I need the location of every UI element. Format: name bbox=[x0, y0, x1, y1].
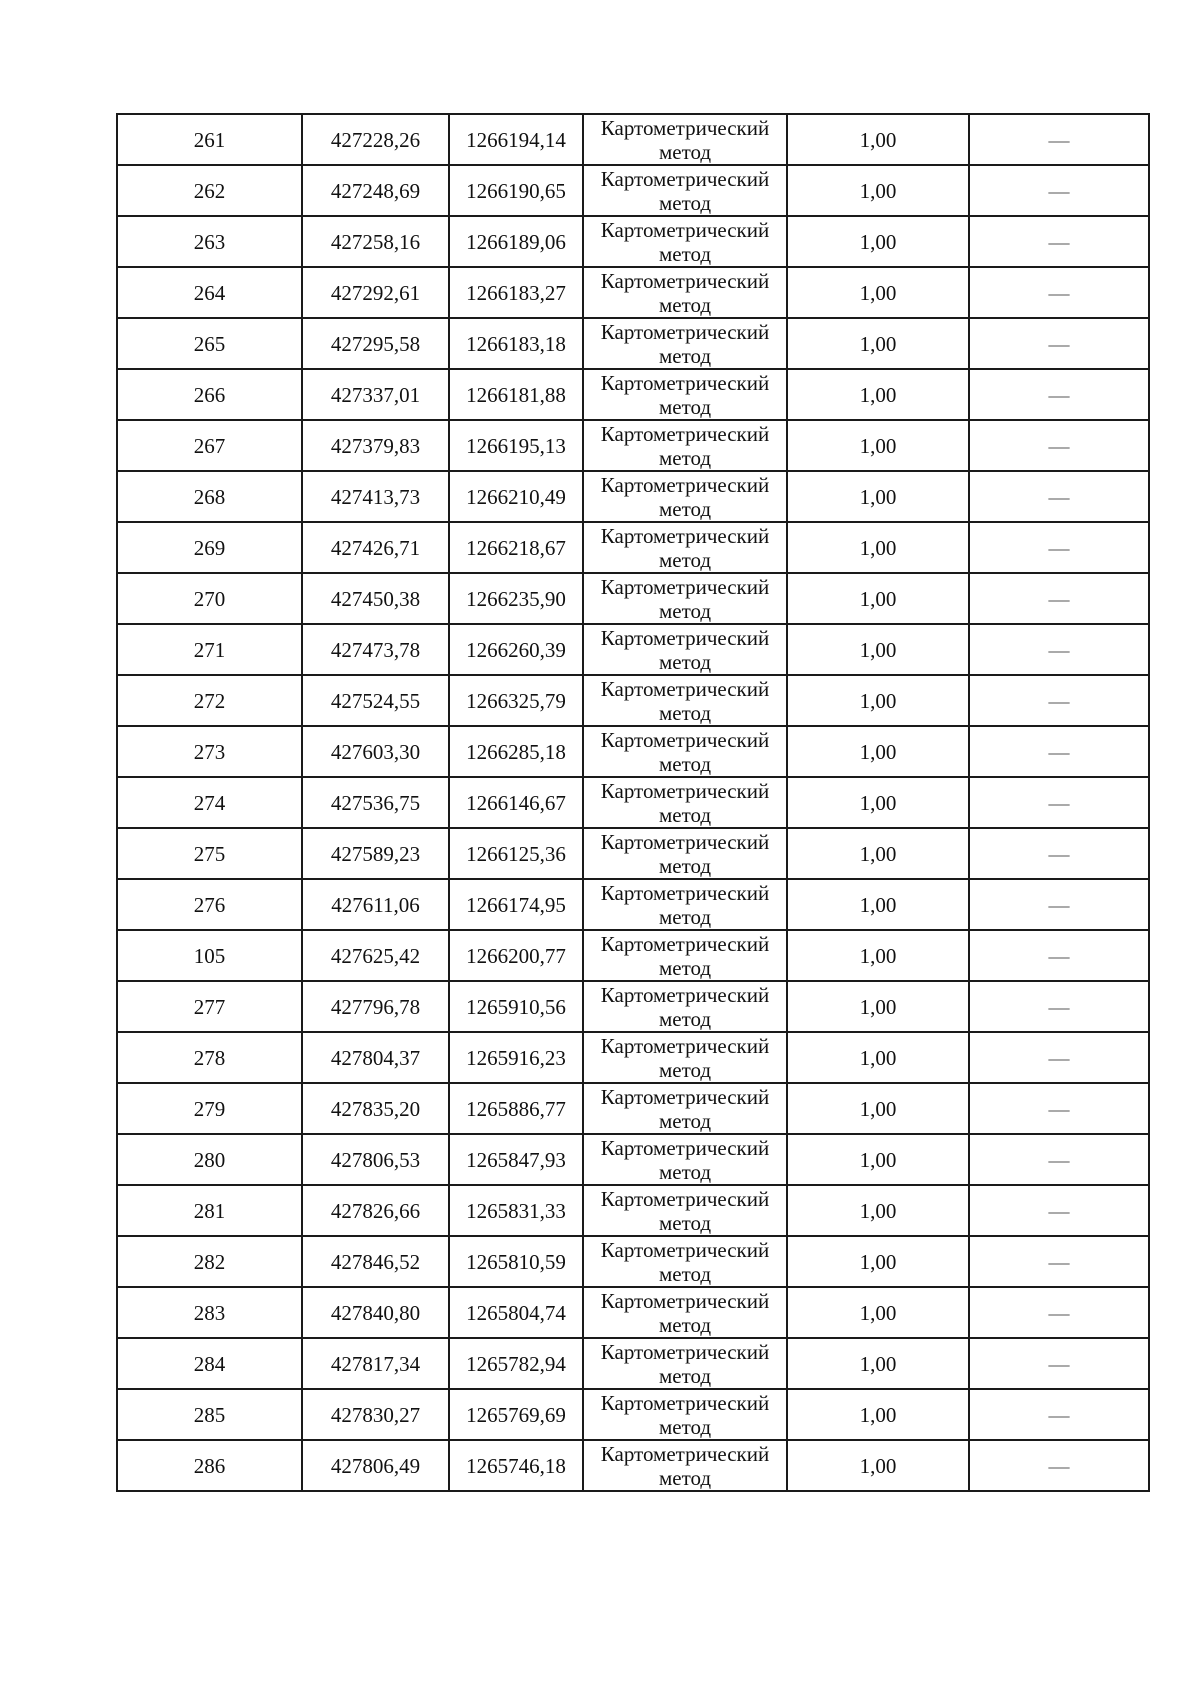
method-cell bbox=[583, 1440, 787, 1491]
note-dash: — bbox=[1048, 127, 1070, 152]
y-coordinate-cell: 1266183,27 bbox=[449, 267, 583, 318]
table-row bbox=[117, 318, 1149, 369]
method-text-line2: метод bbox=[658, 1312, 712, 1337]
y-coordinate-cell: 1266189,06 bbox=[449, 216, 583, 267]
method-cell bbox=[583, 726, 787, 777]
method-text-line1: Картометрический bbox=[600, 370, 770, 395]
point-number-cell: 280 bbox=[117, 1134, 302, 1185]
x-coordinate-cell: 427804,37 bbox=[302, 1032, 449, 1083]
method-text-line2: метод bbox=[658, 496, 712, 521]
method-text-line1: Картометрический bbox=[600, 1135, 770, 1160]
method-text-line1: Картометрический bbox=[600, 880, 770, 905]
method-cell bbox=[583, 828, 787, 879]
point-number-cell: 273 bbox=[117, 726, 302, 777]
method-text-line1: Картометрический bbox=[600, 319, 770, 344]
table-row bbox=[117, 726, 1149, 777]
precision-cell: 1,00 bbox=[787, 420, 969, 471]
precision-cell: 1,00 bbox=[787, 165, 969, 216]
method-text-line1: Картометрический bbox=[600, 727, 770, 752]
method-text-line2: метод bbox=[658, 1414, 712, 1439]
point-number-cell: 266 bbox=[117, 369, 302, 420]
note-dash: — bbox=[1048, 484, 1070, 509]
x-coordinate-cell: 427589,23 bbox=[302, 828, 449, 879]
precision-cell: 1,00 bbox=[787, 828, 969, 879]
table-row bbox=[117, 1185, 1149, 1236]
y-coordinate-cell: 1265769,69 bbox=[449, 1389, 583, 1440]
table-row bbox=[117, 624, 1149, 675]
precision-cell: 1,00 bbox=[787, 930, 969, 981]
note-cell bbox=[969, 675, 1149, 726]
precision-cell: 1,00 bbox=[787, 1032, 969, 1083]
table-row bbox=[117, 1440, 1149, 1491]
note-cell bbox=[969, 1083, 1149, 1134]
y-coordinate-cell: 1266174,95 bbox=[449, 879, 583, 930]
method-cell bbox=[583, 471, 787, 522]
y-coordinate-cell: 1266146,67 bbox=[449, 777, 583, 828]
note-cell bbox=[969, 1338, 1149, 1389]
note-dash: — bbox=[1048, 1351, 1070, 1376]
note-cell bbox=[969, 318, 1149, 369]
table-row bbox=[117, 1338, 1149, 1389]
note-dash: — bbox=[1048, 637, 1070, 662]
y-coordinate-cell: 1265831,33 bbox=[449, 1185, 583, 1236]
precision-cell: 1,00 bbox=[787, 1236, 969, 1287]
y-coordinate-cell: 1265810,59 bbox=[449, 1236, 583, 1287]
method-text-line1: Картометрический bbox=[600, 1033, 770, 1058]
point-number-cell: 285 bbox=[117, 1389, 302, 1440]
table-row bbox=[117, 114, 1149, 165]
method-cell bbox=[583, 624, 787, 675]
precision-cell: 1,00 bbox=[787, 1338, 969, 1389]
method-cell bbox=[583, 165, 787, 216]
note-dash: — bbox=[1048, 1402, 1070, 1427]
y-coordinate-cell: 1266195,13 bbox=[449, 420, 583, 471]
y-coordinate-cell: 1265804,74 bbox=[449, 1287, 583, 1338]
note-dash: — bbox=[1048, 892, 1070, 917]
table-row bbox=[117, 981, 1149, 1032]
y-coordinate-cell: 1265886,77 bbox=[449, 1083, 583, 1134]
method-text-line1: Картометрический bbox=[600, 829, 770, 854]
note-dash: — bbox=[1048, 790, 1070, 815]
y-coordinate-cell: 1266285,18 bbox=[449, 726, 583, 777]
point-number-cell: 278 bbox=[117, 1032, 302, 1083]
point-number-cell: 274 bbox=[117, 777, 302, 828]
note-cell bbox=[969, 216, 1149, 267]
y-coordinate-cell: 1266183,18 bbox=[449, 318, 583, 369]
method-cell bbox=[583, 1338, 787, 1389]
method-text-line2: метод bbox=[658, 1159, 712, 1184]
method-text-line2: метод bbox=[658, 955, 712, 980]
method-cell bbox=[583, 1083, 787, 1134]
note-cell bbox=[969, 879, 1149, 930]
coordinates-table bbox=[116, 113, 1150, 1492]
note-dash: — bbox=[1048, 1198, 1070, 1223]
method-text-line2: метод bbox=[658, 751, 712, 776]
method-cell bbox=[583, 930, 787, 981]
y-coordinate-cell: 1266210,49 bbox=[449, 471, 583, 522]
note-cell bbox=[969, 1236, 1149, 1287]
x-coordinate-cell: 427817,34 bbox=[302, 1338, 449, 1389]
method-text-line2: метод bbox=[658, 394, 712, 419]
x-coordinate-cell: 427835,20 bbox=[302, 1083, 449, 1134]
x-coordinate-cell: 427840,80 bbox=[302, 1287, 449, 1338]
note-cell bbox=[969, 165, 1149, 216]
method-text-line1: Картометрический bbox=[600, 1186, 770, 1211]
method-cell bbox=[583, 1287, 787, 1338]
note-cell bbox=[969, 267, 1149, 318]
method-cell bbox=[583, 267, 787, 318]
method-text-line2: метод bbox=[658, 1363, 712, 1388]
method-text-line2: метод bbox=[658, 241, 712, 266]
y-coordinate-cell: 1266218,67 bbox=[449, 522, 583, 573]
x-coordinate-cell: 427228,26 bbox=[302, 114, 449, 165]
method-text-line2: метод bbox=[658, 292, 712, 317]
precision-cell: 1,00 bbox=[787, 1287, 969, 1338]
y-coordinate-cell: 1265746,18 bbox=[449, 1440, 583, 1491]
point-number-cell: 262 bbox=[117, 165, 302, 216]
x-coordinate-cell: 427826,66 bbox=[302, 1185, 449, 1236]
precision-cell: 1,00 bbox=[787, 522, 969, 573]
point-number-cell: 281 bbox=[117, 1185, 302, 1236]
method-text-line1: Картометрический bbox=[600, 217, 770, 242]
note-cell bbox=[969, 1287, 1149, 1338]
method-cell bbox=[583, 675, 787, 726]
method-text-line2: метод bbox=[658, 1261, 712, 1286]
point-number-cell: 284 bbox=[117, 1338, 302, 1389]
table-row bbox=[117, 1032, 1149, 1083]
point-number-cell: 272 bbox=[117, 675, 302, 726]
x-coordinate-cell: 427611,06 bbox=[302, 879, 449, 930]
precision-cell: 1,00 bbox=[787, 777, 969, 828]
method-text-line1: Картометрический bbox=[600, 1441, 770, 1466]
x-coordinate-cell: 427846,52 bbox=[302, 1236, 449, 1287]
table-row bbox=[117, 471, 1149, 522]
y-coordinate-cell: 1266260,39 bbox=[449, 624, 583, 675]
note-cell bbox=[969, 1440, 1149, 1491]
x-coordinate-cell: 427295,58 bbox=[302, 318, 449, 369]
table-row bbox=[117, 1236, 1149, 1287]
method-text-line2: метод bbox=[658, 1210, 712, 1235]
method-text-line2: метод bbox=[658, 1108, 712, 1133]
y-coordinate-cell: 1265847,93 bbox=[449, 1134, 583, 1185]
note-dash: — bbox=[1048, 382, 1070, 407]
note-cell bbox=[969, 522, 1149, 573]
x-coordinate-cell: 427379,83 bbox=[302, 420, 449, 471]
precision-cell: 1,00 bbox=[787, 216, 969, 267]
note-cell bbox=[969, 420, 1149, 471]
note-dash: — bbox=[1048, 331, 1070, 356]
method-text-line2: метод bbox=[658, 445, 712, 470]
note-cell bbox=[969, 930, 1149, 981]
note-dash: — bbox=[1048, 1147, 1070, 1172]
table-row bbox=[117, 165, 1149, 216]
method-text-line2: метод bbox=[658, 1057, 712, 1082]
method-cell bbox=[583, 318, 787, 369]
point-number-cell: 263 bbox=[117, 216, 302, 267]
method-cell bbox=[583, 1236, 787, 1287]
precision-cell: 1,00 bbox=[787, 1083, 969, 1134]
x-coordinate-cell: 427806,49 bbox=[302, 1440, 449, 1491]
x-coordinate-cell: 427603,30 bbox=[302, 726, 449, 777]
point-number-cell: 277 bbox=[117, 981, 302, 1032]
method-cell bbox=[583, 114, 787, 165]
point-number-cell: 105 bbox=[117, 930, 302, 981]
x-coordinate-cell: 427426,71 bbox=[302, 522, 449, 573]
note-cell bbox=[969, 981, 1149, 1032]
method-text-line1: Картометрический bbox=[600, 166, 770, 191]
x-coordinate-cell: 427258,16 bbox=[302, 216, 449, 267]
note-cell bbox=[969, 471, 1149, 522]
precision-cell: 1,00 bbox=[787, 573, 969, 624]
note-dash: — bbox=[1048, 943, 1070, 968]
y-coordinate-cell: 1266235,90 bbox=[449, 573, 583, 624]
note-dash: — bbox=[1048, 739, 1070, 764]
point-number-cell: 279 bbox=[117, 1083, 302, 1134]
document-page bbox=[116, 113, 1148, 1492]
table-row bbox=[117, 1287, 1149, 1338]
table-row bbox=[117, 420, 1149, 471]
method-cell bbox=[583, 1134, 787, 1185]
method-text-line1: Картометрический bbox=[600, 472, 770, 497]
precision-cell: 1,00 bbox=[787, 1185, 969, 1236]
method-text-line1: Картометрический bbox=[600, 676, 770, 701]
method-cell bbox=[583, 1032, 787, 1083]
precision-cell: 1,00 bbox=[787, 369, 969, 420]
method-text-line1: Картометрический bbox=[600, 931, 770, 956]
note-dash: — bbox=[1048, 1300, 1070, 1325]
method-cell bbox=[583, 420, 787, 471]
point-number-cell: 283 bbox=[117, 1287, 302, 1338]
y-coordinate-cell: 1265916,23 bbox=[449, 1032, 583, 1083]
method-text-line1: Картометрический bbox=[600, 421, 770, 446]
method-text-line2: метод bbox=[658, 1006, 712, 1031]
point-number-cell: 264 bbox=[117, 267, 302, 318]
method-cell bbox=[583, 573, 787, 624]
x-coordinate-cell: 427796,78 bbox=[302, 981, 449, 1032]
method-text-line1: Картометрический bbox=[600, 778, 770, 803]
method-text-line1: Картометрический bbox=[600, 574, 770, 599]
x-coordinate-cell: 427830,27 bbox=[302, 1389, 449, 1440]
point-number-cell: 286 bbox=[117, 1440, 302, 1491]
note-dash: — bbox=[1048, 1249, 1070, 1274]
x-coordinate-cell: 427413,73 bbox=[302, 471, 449, 522]
method-cell bbox=[583, 981, 787, 1032]
note-dash: — bbox=[1048, 586, 1070, 611]
note-dash: — bbox=[1048, 1096, 1070, 1121]
method-cell bbox=[583, 522, 787, 573]
method-text-line2: метод bbox=[658, 343, 712, 368]
note-cell bbox=[969, 1389, 1149, 1440]
precision-cell: 1,00 bbox=[787, 1134, 969, 1185]
method-text-line1: Картометрический bbox=[600, 1084, 770, 1109]
method-text-line2: метод bbox=[658, 649, 712, 674]
x-coordinate-cell: 427524,55 bbox=[302, 675, 449, 726]
method-cell bbox=[583, 879, 787, 930]
method-text-line1: Картометрический bbox=[600, 625, 770, 650]
method-text-line1: Картометрический bbox=[600, 115, 770, 140]
table-row bbox=[117, 777, 1149, 828]
note-dash: — bbox=[1048, 1453, 1070, 1478]
precision-cell: 1,00 bbox=[787, 675, 969, 726]
note-dash: — bbox=[1048, 433, 1070, 458]
precision-cell: 1,00 bbox=[787, 624, 969, 675]
point-number-cell: 282 bbox=[117, 1236, 302, 1287]
note-cell bbox=[969, 624, 1149, 675]
table-row bbox=[117, 675, 1149, 726]
table-row bbox=[117, 216, 1149, 267]
y-coordinate-cell: 1266200,77 bbox=[449, 930, 583, 981]
method-text-line2: метод bbox=[658, 547, 712, 572]
x-coordinate-cell: 427625,42 bbox=[302, 930, 449, 981]
precision-cell: 1,00 bbox=[787, 114, 969, 165]
precision-cell: 1,00 bbox=[787, 726, 969, 777]
precision-cell: 1,00 bbox=[787, 267, 969, 318]
x-coordinate-cell: 427292,61 bbox=[302, 267, 449, 318]
precision-cell: 1,00 bbox=[787, 1440, 969, 1491]
note-dash: — bbox=[1048, 841, 1070, 866]
y-coordinate-cell: 1266194,14 bbox=[449, 114, 583, 165]
note-cell bbox=[969, 726, 1149, 777]
point-number-cell: 267 bbox=[117, 420, 302, 471]
point-number-cell: 269 bbox=[117, 522, 302, 573]
point-number-cell: 261 bbox=[117, 114, 302, 165]
y-coordinate-cell: 1266190,65 bbox=[449, 165, 583, 216]
table-row bbox=[117, 930, 1149, 981]
x-coordinate-cell: 427248,69 bbox=[302, 165, 449, 216]
method-text-line2: метод bbox=[658, 139, 712, 164]
table-row bbox=[117, 1134, 1149, 1185]
method-cell bbox=[583, 1185, 787, 1236]
point-number-cell: 270 bbox=[117, 573, 302, 624]
method-text-line2: метод bbox=[658, 190, 712, 215]
note-cell bbox=[969, 777, 1149, 828]
point-number-cell: 268 bbox=[117, 471, 302, 522]
x-coordinate-cell: 427473,78 bbox=[302, 624, 449, 675]
x-coordinate-cell: 427536,75 bbox=[302, 777, 449, 828]
method-cell bbox=[583, 369, 787, 420]
method-cell bbox=[583, 777, 787, 828]
note-dash: — bbox=[1048, 994, 1070, 1019]
point-number-cell: 271 bbox=[117, 624, 302, 675]
table-row bbox=[117, 879, 1149, 930]
x-coordinate-cell: 427450,38 bbox=[302, 573, 449, 624]
precision-cell: 1,00 bbox=[787, 1389, 969, 1440]
note-dash: — bbox=[1048, 688, 1070, 713]
x-coordinate-cell: 427337,01 bbox=[302, 369, 449, 420]
x-coordinate-cell: 427806,53 bbox=[302, 1134, 449, 1185]
method-cell bbox=[583, 216, 787, 267]
method-text-line1: Картометрический bbox=[600, 268, 770, 293]
note-cell bbox=[969, 828, 1149, 879]
note-cell bbox=[969, 369, 1149, 420]
method-text-line1: Картометрический bbox=[600, 1288, 770, 1313]
coordinates-table-body bbox=[117, 114, 1149, 1491]
note-cell bbox=[969, 1134, 1149, 1185]
method-text-line2: метод bbox=[658, 802, 712, 827]
y-coordinate-cell: 1266181,88 bbox=[449, 369, 583, 420]
method-text-line2: метод bbox=[658, 700, 712, 725]
method-text-line1: Картометрический bbox=[600, 1390, 770, 1415]
method-text-line1: Картометрический bbox=[600, 523, 770, 548]
point-number-cell: 276 bbox=[117, 879, 302, 930]
method-text-line2: метод bbox=[658, 1465, 712, 1490]
note-cell bbox=[969, 1032, 1149, 1083]
point-number-cell: 275 bbox=[117, 828, 302, 879]
table-row bbox=[117, 267, 1149, 318]
precision-cell: 1,00 bbox=[787, 318, 969, 369]
precision-cell: 1,00 bbox=[787, 879, 969, 930]
note-dash: — bbox=[1048, 229, 1070, 254]
method-text-line1: Картометрический bbox=[600, 982, 770, 1007]
note-dash: — bbox=[1048, 178, 1070, 203]
note-cell bbox=[969, 573, 1149, 624]
method-text-line2: метод bbox=[658, 853, 712, 878]
y-coordinate-cell: 1265782,94 bbox=[449, 1338, 583, 1389]
note-dash: — bbox=[1048, 535, 1070, 560]
y-coordinate-cell: 1266325,79 bbox=[449, 675, 583, 726]
table-row bbox=[117, 573, 1149, 624]
note-cell bbox=[969, 1185, 1149, 1236]
method-text-line1: Картометрический bbox=[600, 1237, 770, 1262]
note-dash: — bbox=[1048, 280, 1070, 305]
table-row bbox=[117, 522, 1149, 573]
note-dash: — bbox=[1048, 1045, 1070, 1070]
y-coordinate-cell: 1265910,56 bbox=[449, 981, 583, 1032]
precision-cell: 1,00 bbox=[787, 981, 969, 1032]
point-number-cell: 265 bbox=[117, 318, 302, 369]
method-text-line2: метод bbox=[658, 598, 712, 623]
method-cell bbox=[583, 1389, 787, 1440]
method-text-line1: Картометрический bbox=[600, 1339, 770, 1364]
method-text-line2: метод bbox=[658, 904, 712, 929]
note-cell bbox=[969, 114, 1149, 165]
table-row bbox=[117, 828, 1149, 879]
y-coordinate-cell: 1266125,36 bbox=[449, 828, 583, 879]
table-row bbox=[117, 1083, 1149, 1134]
table-row bbox=[117, 369, 1149, 420]
table-row bbox=[117, 1389, 1149, 1440]
precision-cell: 1,00 bbox=[787, 471, 969, 522]
